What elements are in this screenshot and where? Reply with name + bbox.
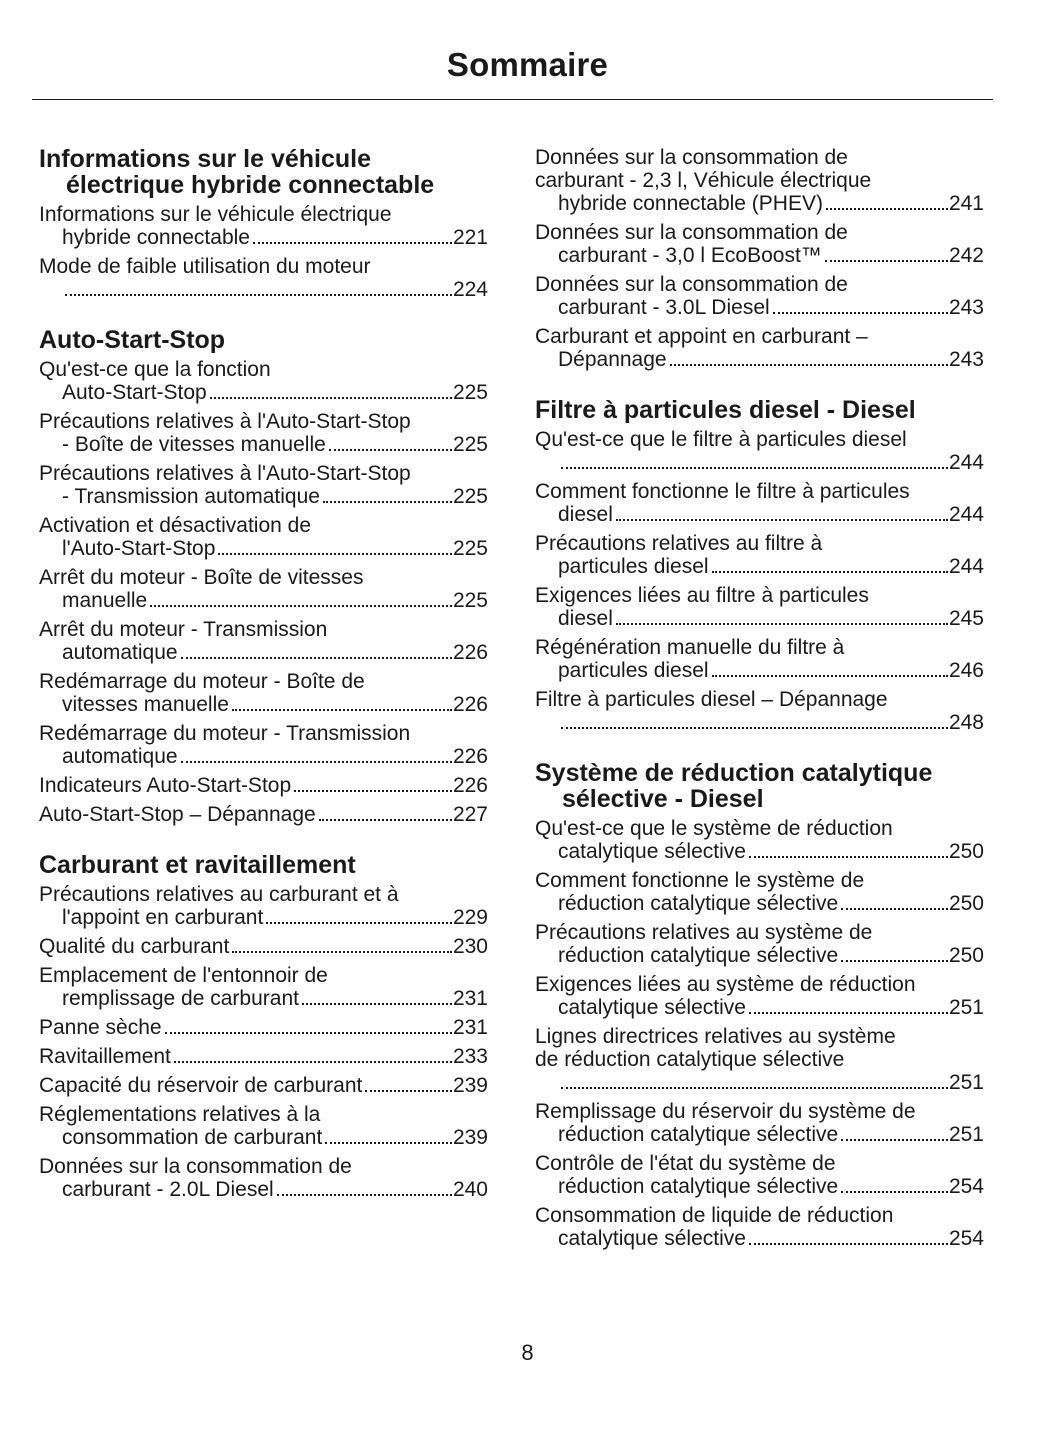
entry-title-line: Régénération manuelle du filtre à xyxy=(535,636,845,659)
toc-entry[interactable] xyxy=(535,1152,984,1198)
toc-section xyxy=(535,146,984,371)
toc-entry[interactable] xyxy=(535,428,984,474)
entry-page-number[interactable]: 243 xyxy=(948,296,984,319)
entry-title-line: automatique xyxy=(62,745,178,768)
entry-title-line: Données sur la consommation de xyxy=(39,1155,352,1178)
entry-title-line: hybride connectable (PHEV) xyxy=(558,192,823,215)
entry-title-line: Ravitaillement xyxy=(39,1045,171,1068)
dot-leader xyxy=(841,960,948,962)
toc-entry[interactable] xyxy=(39,803,488,826)
entry-title-line: Dépannage xyxy=(558,348,667,371)
dot-leader xyxy=(277,1194,452,1196)
dot-leader xyxy=(670,364,948,366)
entry-row xyxy=(558,996,984,1019)
entry-row xyxy=(62,537,488,560)
entry-title-line: Consommation de liquide de réduction xyxy=(535,1204,894,1227)
dot-leader xyxy=(232,709,452,711)
entry-page-number[interactable]: 226 xyxy=(452,745,488,768)
toc-entry[interactable] xyxy=(535,221,984,267)
entry-page-number[interactable]: 251 xyxy=(948,1123,984,1146)
toc-entry[interactable] xyxy=(535,921,984,967)
entry-row xyxy=(558,944,984,967)
entry-row xyxy=(558,296,984,319)
toc-entry[interactable] xyxy=(535,817,984,863)
entry-row xyxy=(558,503,984,526)
entry-title-line: Arrêt du moteur - Transmission xyxy=(39,618,328,641)
toc-entry[interactable] xyxy=(535,973,984,1019)
dot-leader xyxy=(181,761,452,763)
entry-row xyxy=(62,693,488,716)
entry-title-line: - Boîte de vitesses manuelle xyxy=(62,433,326,456)
entry-title-line: Précautions relatives au filtre à xyxy=(535,532,823,555)
entry-title-line: Emplacement de l'entonnoir de xyxy=(39,964,328,987)
entry-title-line: consommation de carburant xyxy=(62,1126,323,1149)
toc-entry[interactable] xyxy=(39,462,488,508)
entry-title-line: Arrêt du moteur - Boîte de vitesses xyxy=(39,566,364,589)
entry-page-number[interactable]: 250 xyxy=(948,892,984,915)
entry-title-line: Panne sèche xyxy=(39,1016,162,1039)
entry-page-number[interactable]: 226 xyxy=(452,693,488,716)
entry-title-line: Données sur la consommation de xyxy=(535,273,848,296)
entry-page-number[interactable]: 244 xyxy=(948,503,984,526)
toc-section xyxy=(535,397,984,734)
entry-title-line: Redémarrage du moteur - Transmission xyxy=(39,722,411,745)
section-heading: Auto-Start-Stop xyxy=(39,326,226,354)
toc-entry[interactable] xyxy=(39,964,488,1010)
toc-entry[interactable] xyxy=(39,618,488,664)
entry-row xyxy=(62,906,488,929)
toc-entry[interactable] xyxy=(535,532,984,578)
toc-entry[interactable] xyxy=(39,514,488,560)
toc-entry[interactable] xyxy=(535,325,984,371)
entry-row xyxy=(558,348,984,371)
entry-title-line: carburant - 2,3 l, Véhicule électrique xyxy=(535,169,872,192)
dot-leader xyxy=(294,790,452,792)
entry-row xyxy=(62,745,488,768)
entry-row xyxy=(62,226,488,249)
entry-title-line: Qu'est-ce que le système de réduction xyxy=(535,817,893,840)
entry-title-line: Informations sur le véhicule électrique xyxy=(39,203,392,226)
entry-row xyxy=(558,840,984,863)
entry-row xyxy=(62,485,488,508)
page-title: Sommaire xyxy=(446,46,609,83)
dot-leader xyxy=(616,519,948,521)
entry-page-number[interactable]: 246 xyxy=(948,659,984,682)
toc-entry[interactable] xyxy=(535,584,984,630)
entry-page-number[interactable]: 226 xyxy=(452,641,488,664)
entry-title-line: - Transmission automatique xyxy=(62,485,320,508)
entry-row xyxy=(558,1071,984,1094)
entry-row xyxy=(62,278,488,301)
entry-row xyxy=(62,589,488,612)
entry-page-number[interactable]: 251 xyxy=(948,1071,984,1094)
entry-page-number[interactable]: 225 xyxy=(452,537,488,560)
section-heading: Informations sur le véhicule électrique hybride connectable xyxy=(39,145,435,199)
entry-title-line: Qu'est-ce que le filtre à particules diesel xyxy=(535,428,907,451)
entry-page-number[interactable]: 250 xyxy=(948,944,984,967)
entry-title-line: Contrôle de l'état du système de xyxy=(535,1152,836,1175)
dot-leader xyxy=(181,657,452,659)
toc-entry[interactable] xyxy=(39,255,488,301)
toc-right-column xyxy=(535,146,984,1276)
entry-row xyxy=(39,1074,488,1097)
entry-title-line: automatique xyxy=(62,641,178,664)
entry-page-number[interactable]: 225 xyxy=(452,381,488,404)
entry-page-number[interactable]: 230 xyxy=(452,935,488,958)
entry-row xyxy=(62,433,488,456)
dot-leader xyxy=(561,467,948,469)
dot-leader xyxy=(210,397,452,399)
entry-title-line: catalytique sélective xyxy=(558,840,746,863)
entry-title-line: carburant - 3,0 l EcoBoost™ xyxy=(558,244,822,267)
title-divider xyxy=(32,99,993,100)
entry-title-line: carburant - 2.0L Diesel xyxy=(62,1178,274,1201)
entry-title-line: l'appoint en carburant xyxy=(62,906,264,929)
entry-title-line: Qualité du carburant xyxy=(39,935,230,958)
entry-row xyxy=(558,1123,984,1146)
entry-title-line: réduction catalytique sélective xyxy=(558,1123,839,1146)
entry-title-line: catalytique sélective xyxy=(558,1227,746,1250)
entry-page-number[interactable]: 225 xyxy=(452,485,488,508)
entry-page-number[interactable]: 239 xyxy=(452,1126,488,1149)
entry-page-number[interactable]: 248 xyxy=(948,711,984,734)
dot-leader xyxy=(841,908,948,910)
entry-title-line: Exigences liées au système de réduction xyxy=(535,973,916,996)
entry-row xyxy=(62,1178,488,1201)
section-heading: Carburant et ravitaillement xyxy=(39,851,356,879)
dot-leader xyxy=(319,819,452,821)
entry-title-line: Filtre à particules diesel – Dépannage xyxy=(535,688,888,711)
entry-title-line: Capacité du réservoir de carburant xyxy=(39,1074,363,1097)
entry-title-line: diesel xyxy=(558,503,613,526)
entry-title-line: Remplissage du réservoir du système de xyxy=(535,1100,916,1123)
entry-page-number[interactable]: 254 xyxy=(948,1175,984,1198)
entry-title-line: Carburant et appoint en carburant – xyxy=(535,325,868,348)
entry-row xyxy=(39,1045,488,1068)
dot-leader xyxy=(266,922,452,924)
entry-row xyxy=(558,711,984,734)
entry-row xyxy=(62,381,488,404)
entry-row xyxy=(39,1016,488,1039)
entry-row xyxy=(558,192,984,215)
dot-leader xyxy=(302,1003,452,1005)
entry-row xyxy=(39,774,488,797)
toc-section xyxy=(535,760,984,1250)
entry-title-line: Comment fonctionne le système de xyxy=(535,869,865,892)
toc-entry[interactable] xyxy=(535,636,984,682)
entry-row xyxy=(558,607,984,630)
entry-title-line: Précautions relatives à l'Auto-Start-Stop xyxy=(39,462,411,485)
entry-row xyxy=(62,987,488,1010)
dot-leader xyxy=(365,1090,452,1092)
entry-title-line: diesel xyxy=(558,607,613,630)
section-heading: Filtre à particules diesel - Diesel xyxy=(535,396,916,424)
entry-title-line: réduction catalytique sélective xyxy=(558,1175,839,1198)
entry-title-line: réduction catalytique sélective xyxy=(558,944,839,967)
entry-title-line: l'Auto-Start-Stop xyxy=(62,537,216,560)
entry-title-line: Auto-Start-Stop – Dépannage xyxy=(39,803,316,826)
entry-title-line: Données sur la consommation de xyxy=(535,221,848,244)
toc-left-column xyxy=(39,146,488,1227)
entry-page-number[interactable]: 227 xyxy=(452,803,488,826)
entry-page-number[interactable]: 226 xyxy=(452,774,488,797)
entry-row xyxy=(558,244,984,267)
entry-page-number[interactable]: 245 xyxy=(948,607,984,630)
toc-entry[interactable] xyxy=(535,146,984,215)
entry-page-number[interactable]: 250 xyxy=(948,840,984,863)
entry-title-line: Précautions relatives à l'Auto-Start-Stop xyxy=(39,410,411,433)
entry-row xyxy=(558,1227,984,1250)
dot-leader xyxy=(561,727,948,729)
entry-page-number[interactable]: 225 xyxy=(452,433,488,456)
entry-row xyxy=(558,659,984,682)
dot-leader xyxy=(749,1012,948,1014)
entry-page-number[interactable]: 231 xyxy=(452,1016,488,1039)
entry-page-number[interactable]: 242 xyxy=(948,244,984,267)
entry-title-line: hybride connectable xyxy=(62,226,250,249)
entry-page-number[interactable]: 225 xyxy=(452,589,488,612)
dot-leader xyxy=(616,623,948,625)
dot-leader xyxy=(65,294,452,296)
entry-title-line: Auto-Start-Stop xyxy=(62,381,207,404)
dot-leader xyxy=(712,675,948,677)
entry-title-line: catalytique sélective xyxy=(558,996,746,1019)
toc-entry[interactable] xyxy=(535,688,984,734)
section-heading: Système de réduction catalytique sélective - Diesel xyxy=(535,759,933,813)
toc-entry[interactable] xyxy=(39,1155,488,1201)
toc-entry[interactable] xyxy=(39,1103,488,1149)
dot-leader xyxy=(253,242,452,244)
entry-title-line: remplissage de carburant xyxy=(62,987,299,1010)
toc-entry[interactable] xyxy=(39,1016,488,1039)
entry-page-number[interactable]: 251 xyxy=(948,996,984,1019)
entry-title-line: Lignes directrices relatives au système xyxy=(535,1025,896,1048)
entry-row xyxy=(62,641,488,664)
entry-page-number[interactable]: 231 xyxy=(452,987,488,1010)
dot-leader xyxy=(749,856,948,858)
toc-entry[interactable] xyxy=(39,883,488,929)
entry-page-number[interactable]: 221 xyxy=(452,226,488,249)
toc-entry[interactable] xyxy=(39,410,488,456)
dot-leader xyxy=(325,1142,452,1144)
entry-title-line: Redémarrage du moteur - Boîte de xyxy=(39,670,365,693)
dot-leader xyxy=(165,1032,452,1034)
toc-entry[interactable] xyxy=(535,1100,984,1146)
entry-row xyxy=(558,555,984,578)
entry-page-number[interactable]: 243 xyxy=(948,348,984,371)
entry-title-line: Précautions relatives au carburant et à xyxy=(39,883,399,906)
toc-entry[interactable] xyxy=(39,203,488,249)
entry-page-number[interactable]: 244 xyxy=(948,555,984,578)
toc-section xyxy=(39,852,488,1201)
toc-entry[interactable] xyxy=(39,722,488,768)
entry-title-line: Qu'est-ce que la fonction xyxy=(39,358,271,381)
entry-page-number[interactable]: 241 xyxy=(948,192,984,215)
toc-entry[interactable] xyxy=(535,480,984,526)
toc-entry[interactable] xyxy=(535,1025,984,1094)
dot-leader xyxy=(841,1139,948,1141)
entry-page-number[interactable]: 240 xyxy=(452,1178,488,1201)
toc-entry[interactable] xyxy=(39,566,488,612)
toc-entry[interactable] xyxy=(535,273,984,319)
entry-title-line: Données sur la consommation de xyxy=(535,146,848,169)
dot-leader xyxy=(825,260,948,262)
entry-title-line: Réglementations relatives à la xyxy=(39,1103,321,1126)
entry-title-line: Comment fonctionne le filtre à particules xyxy=(535,480,910,503)
dot-leader xyxy=(841,1191,948,1193)
toc-section xyxy=(39,146,488,301)
dot-leader xyxy=(561,1087,948,1089)
entry-title-line: carburant - 3.0L Diesel xyxy=(558,296,770,319)
entry-title-line: réduction catalytique sélective xyxy=(558,892,839,915)
toc-section xyxy=(39,327,488,826)
entry-page-number[interactable]: 244 xyxy=(948,451,984,474)
entry-title-line: de réduction catalytique sélective xyxy=(535,1048,845,1071)
toc-entry[interactable] xyxy=(39,935,488,958)
entry-row xyxy=(39,803,488,826)
entry-page-number[interactable]: 239 xyxy=(452,1074,488,1097)
dot-leader xyxy=(323,501,452,503)
entry-page-number[interactable]: 229 xyxy=(452,906,488,929)
entry-row xyxy=(558,451,984,474)
dot-leader xyxy=(712,571,948,573)
dot-leader xyxy=(232,951,452,953)
entry-row xyxy=(558,892,984,915)
toc-entry[interactable] xyxy=(535,1204,984,1250)
entry-page-number[interactable]: 224 xyxy=(452,278,488,301)
dot-leader xyxy=(218,553,452,555)
entry-title-line: particules diesel xyxy=(558,659,709,682)
entry-title-line: Indicateurs Auto-Start-Stop xyxy=(39,774,292,797)
dot-leader xyxy=(773,312,948,314)
entry-page-number[interactable]: 233 xyxy=(452,1045,488,1068)
page-number: 8 xyxy=(521,1340,534,1365)
entry-title-line: particules diesel xyxy=(558,555,709,578)
toc-entry[interactable] xyxy=(39,358,488,404)
dot-leader xyxy=(329,449,452,451)
toc-entry[interactable] xyxy=(39,1045,488,1068)
entry-row xyxy=(39,935,488,958)
dot-leader xyxy=(174,1061,452,1063)
entry-title-line: Activation et désactivation de xyxy=(39,514,311,537)
dot-leader xyxy=(749,1243,948,1245)
entry-title-line: Exigences liées au filtre à particules xyxy=(535,584,869,607)
dot-leader xyxy=(826,208,948,210)
entry-row xyxy=(62,1126,488,1149)
entry-title-line: vitesses manuelle xyxy=(62,693,229,716)
entry-row xyxy=(558,1175,984,1198)
toc-entry[interactable] xyxy=(39,670,488,716)
toc-entry[interactable] xyxy=(39,774,488,797)
entry-title-line: manuelle xyxy=(62,589,148,612)
entry-title-line: Mode de faible utilisation du moteur xyxy=(39,255,371,278)
toc-entry[interactable] xyxy=(535,869,984,915)
toc-entry[interactable] xyxy=(39,1074,488,1097)
entry-page-number[interactable]: 254 xyxy=(948,1227,984,1250)
entry-title-line: Précautions relatives au système de xyxy=(535,921,873,944)
dot-leader xyxy=(150,605,452,607)
